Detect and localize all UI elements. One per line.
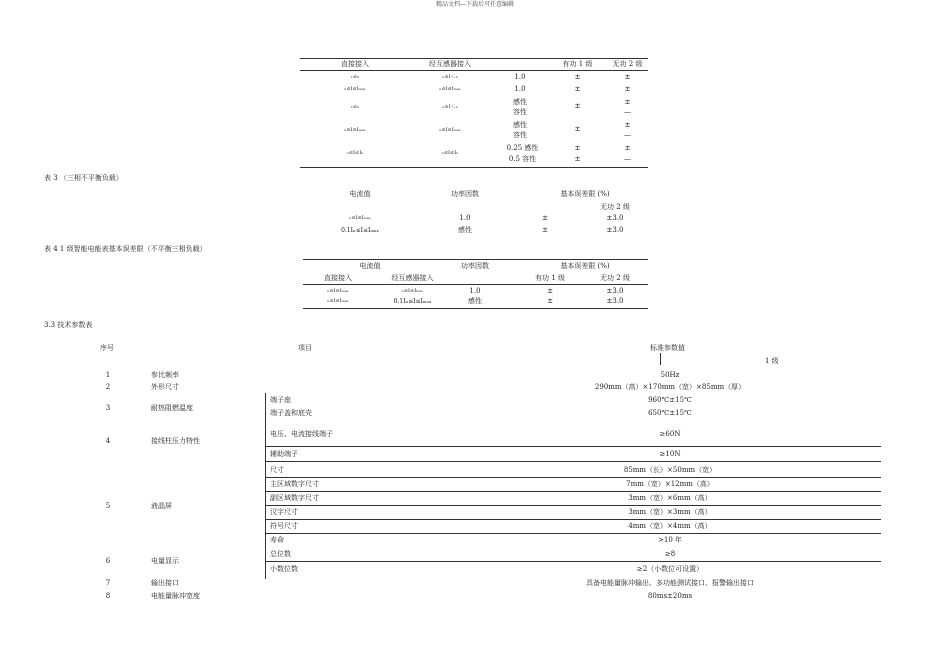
sub-items-bracket [265, 393, 266, 579]
table-cell: ₙ≤I≤Iₙ [346, 150, 364, 156]
table-cell: ₙ≤I≤Iₘₐₓ [349, 215, 371, 221]
param-value: 85mm（长）×50mm（宽） [623, 466, 717, 474]
col-header-current: 电流值 [349, 190, 371, 198]
table-cell: ± [624, 73, 631, 81]
table-cell: ± — [624, 144, 631, 163]
table-cell: ₙ≤I≤Iₘₐₓ [344, 86, 366, 92]
table-cell: 感性 容性 [513, 121, 527, 139]
table-cell: ± [574, 85, 581, 93]
col-header-std: 标准参数值 [650, 344, 685, 352]
param-value: ≥8 [664, 550, 676, 558]
table-cell: ± [574, 102, 581, 110]
col-subheader-ct: 经互感器接入 [391, 274, 434, 282]
table-cell: ± [624, 85, 631, 93]
param-subitem: 尺寸 [270, 466, 284, 474]
table-cell: ₙ≤I≤Iₘₐₓ [344, 127, 366, 133]
section-title: 3.3 技术参数表 [44, 321, 93, 329]
param-item: 外形尺寸 [151, 383, 179, 391]
table-cell: 0.1Iₙ≤I≤Iₘₐₓ [341, 227, 379, 234]
param-subitem: 端子盖和底壳 [270, 409, 312, 417]
col-header-grade: 1 级 [765, 357, 779, 365]
table-cell: ± [574, 73, 581, 81]
param-no: 3 [105, 404, 111, 412]
table-cell: ± [547, 287, 553, 295]
page-header: 精品文档---下载后可任意编辑 [435, 1, 515, 8]
table-cell: 0.25 感性 0.5 容性 [506, 144, 539, 163]
table-cell: 1.0 [459, 214, 471, 222]
param-no: 8 [105, 592, 111, 600]
table-cell: ₙ≤I＜ₙ [442, 74, 458, 80]
table-cell: ₙ≤I≤Iₘₐₓ [439, 127, 461, 133]
param-no: 6 [105, 557, 111, 565]
row-divider [265, 446, 881, 447]
table-cell: ₙ≤I≤Iₘₐₓ [439, 86, 461, 92]
row-divider [265, 519, 881, 520]
param-item: 电能量脉冲宽度 [151, 592, 200, 600]
col-header-pf: 功率因数 [461, 262, 489, 270]
param-value: 960℃±15℃ [648, 396, 692, 404]
table4-top-rule [303, 259, 648, 260]
table-cell: 1.0 [514, 85, 526, 93]
col-header-error: 基本误差限 (%) [560, 190, 610, 198]
param-no: 4 [105, 437, 111, 445]
param-no: 2 [105, 383, 111, 391]
table4-caption: 表 4 1 级智能电能表基本误差限（不平衡三相负载） [44, 245, 207, 253]
param-item: 输出接口 [151, 579, 179, 587]
row-divider [265, 533, 881, 534]
table-cell: 1.0 [469, 287, 481, 295]
table-cell: ₙ≤I＜ₙ [442, 104, 458, 110]
param-subitem: 电压、电流接线端子 [270, 430, 333, 438]
col-header-active: 有功 1 级 [562, 60, 593, 68]
param-value: 80ms±20ms [647, 592, 693, 600]
row-divider [265, 477, 881, 478]
table3-caption: 表 3 （三相不平衡负载） [44, 174, 123, 182]
param-subitem: 小数位数 [270, 565, 298, 573]
col-subheader-reactive: 无功 2 级 [600, 203, 630, 211]
row-divider [265, 491, 881, 492]
param-subitem: 寿命 [270, 536, 284, 544]
table-cell: ₙ≤I≤Iₘₐₓ [401, 288, 424, 294]
col-header-current: 电流值 [359, 262, 381, 270]
param-value: ≥2（小数位可设置） [636, 565, 704, 573]
param-item: 参比频率 [151, 371, 179, 379]
table-cell: ±3.0 [606, 287, 624, 295]
col-header-reactive: 无功 2 级 [612, 60, 643, 68]
col-subheader-direct: 直接接入 [324, 274, 352, 282]
param-no: 7 [105, 579, 111, 587]
param-value: 650℃±15℃ [648, 409, 692, 417]
table-cell: 感性 [468, 297, 482, 305]
param-value: ≥10N [659, 450, 681, 458]
col-subheader-reactive: 无功 2 级 [600, 274, 630, 282]
table-bottom-rule [300, 167, 648, 168]
param-no: 1 [105, 371, 111, 379]
col-header-pf: 功率因数 [451, 190, 479, 198]
table-header-rule [300, 70, 648, 71]
table-cell: 1.0 [514, 73, 526, 81]
table-cell: ₙ≤I≤Iₙ [441, 150, 459, 156]
table-cell: ₁≤₀ [350, 74, 360, 80]
table-cell: ± [574, 125, 581, 133]
col-header-item: 项目 [298, 344, 312, 352]
param-item: 耐热阻燃温度 [151, 404, 193, 412]
param-value: 7mm（宽）×12mm（高） [626, 480, 714, 488]
row-divider [265, 461, 881, 462]
table-cell: ± [542, 226, 548, 234]
table-cell: ₁≤ₙ [350, 104, 360, 110]
param-value: 具备电能量脉冲输出、多功能测试接口、报警输出接口 [586, 579, 754, 587]
row-divider [265, 505, 881, 506]
col-header-direct: 直接接入 [341, 60, 369, 68]
param-no: 5 [105, 502, 111, 510]
table-cell: ± — [624, 98, 631, 116]
param-item: 接线柱压力特性 [151, 437, 200, 445]
col-header-no: 序号 [100, 344, 114, 352]
param-value: 3mm（宽）×3mm（高） [628, 508, 712, 516]
col-header-ct: 经互感器接入 [429, 60, 471, 68]
param-subitem: 汉字尺寸 [270, 508, 298, 516]
table-cell: ± [542, 214, 548, 222]
param-subitem: 辅助端子 [270, 450, 298, 458]
param-item: 液晶屏 [151, 502, 172, 510]
table-cell: ± — [624, 121, 631, 139]
param-subitem: 端子座 [270, 396, 291, 404]
param-value: ≥60N [659, 430, 681, 438]
param-value: 3mm（宽）×6mm（高） [628, 494, 712, 502]
grade-divider [660, 353, 661, 365]
row-divider [265, 561, 881, 562]
table4-bottom-rule [303, 308, 648, 309]
table-cell: 感性 容性 [513, 98, 527, 116]
col-subheader-active: 有功 1 级 [535, 274, 565, 282]
param-subitem: 总位数 [270, 550, 291, 558]
table-cell: ±3.0 [606, 226, 624, 234]
table-top-rule [300, 58, 648, 59]
table-cell: ₙ≤I≤Iₘₐₓ [327, 288, 349, 294]
param-value: 4mm（宽）×4mm（高） [628, 522, 712, 530]
param-value: >10 年 [658, 536, 682, 544]
param-subitem: 符号尺寸 [270, 522, 298, 530]
table-cell: 感性 [458, 226, 472, 234]
param-value: 50Hz [660, 371, 680, 379]
table-cell: ± [547, 297, 553, 305]
table-cell: ₙ≤I≤Iₘₐₓ [327, 298, 349, 304]
table-cell: 0.1Iₙ≤I≤Iₘₐₓ [393, 298, 432, 305]
table-cell: ±3.0 [606, 297, 624, 305]
table4-header-rule [303, 284, 648, 285]
param-subitem: 副区域数字尺寸 [270, 494, 319, 502]
param-subitem: 主区域数字尺寸 [270, 480, 319, 488]
param-value: 290mm（高）×170mm（宽）×85mm（厚） [594, 383, 746, 391]
table-cell: ± ± [574, 144, 581, 163]
table-cell: ±3.0 [606, 214, 624, 222]
col-header-error: 基本误差限 (%) [560, 262, 610, 270]
param-item: 电量显示 [151, 557, 179, 565]
